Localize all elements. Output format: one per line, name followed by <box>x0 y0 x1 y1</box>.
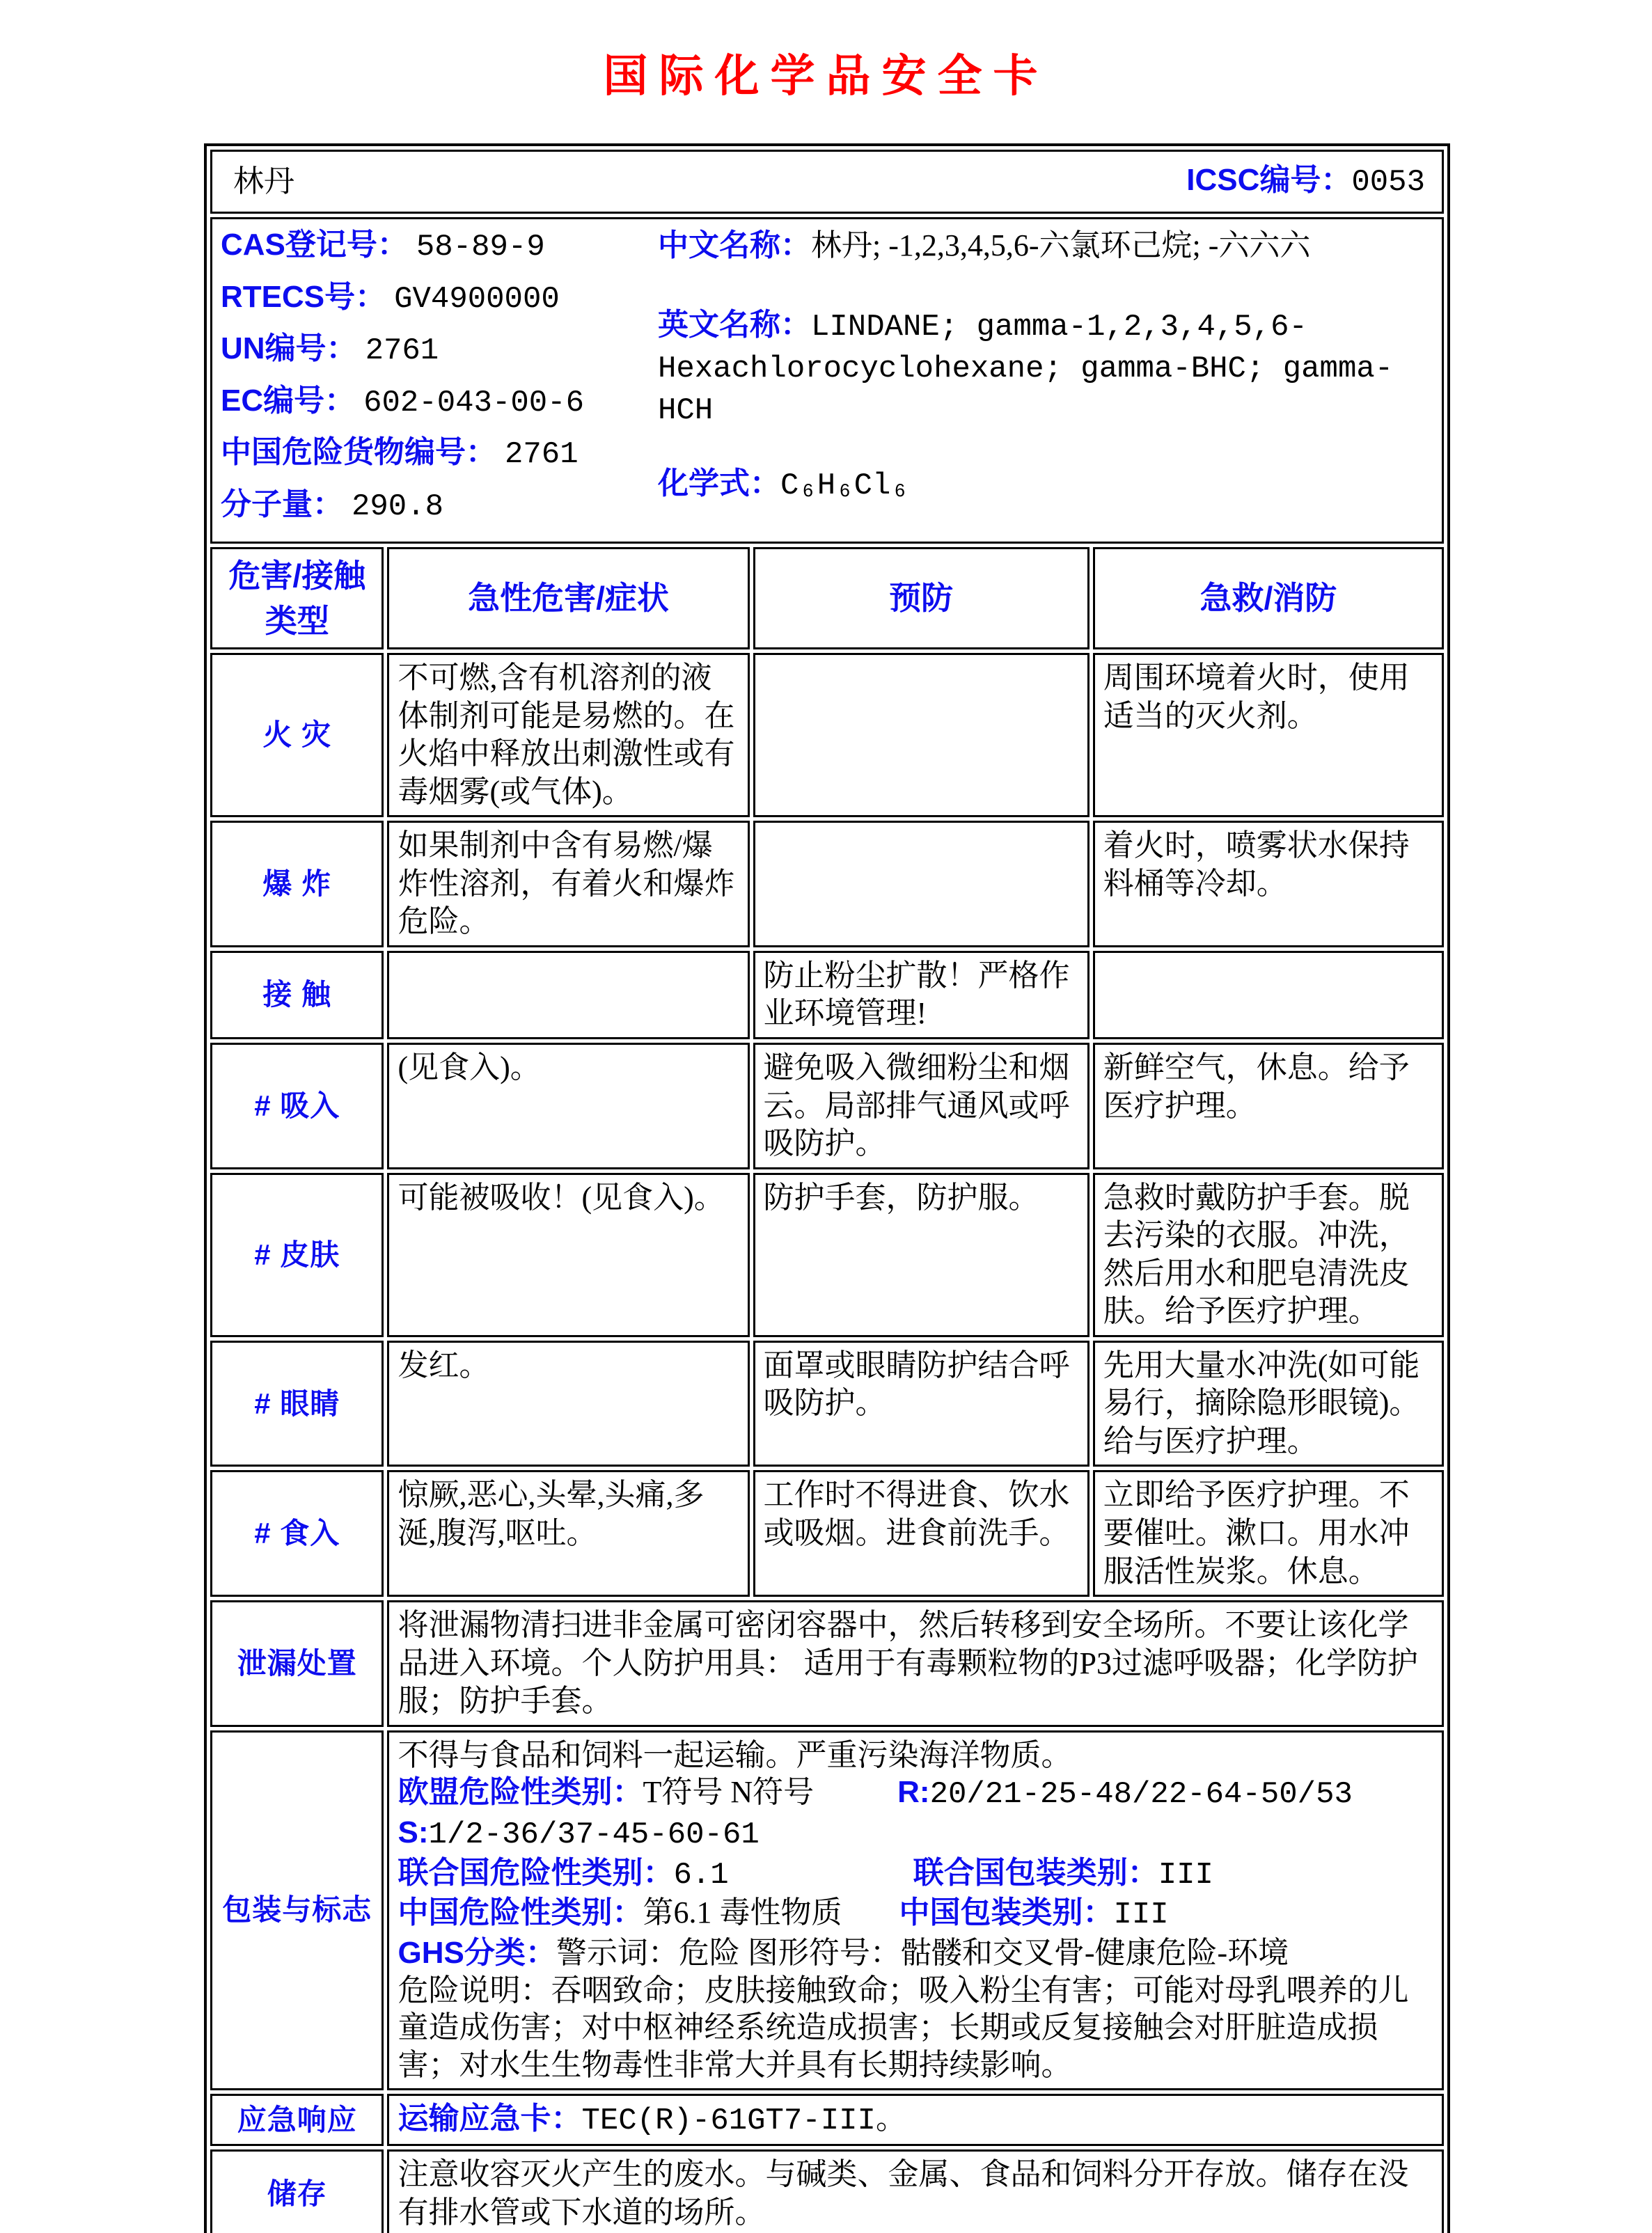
cn-pack-label: 中国包装类别： <box>899 1895 1114 1930</box>
icsc-card <box>204 143 1450 2233</box>
storage-label: 储存 <box>210 2149 384 2233</box>
row-label-skin: # 皮肤 <box>210 1173 384 1337</box>
icsc-number-value: 0053 <box>1351 165 1425 200</box>
identifier-label: EC编号： <box>221 383 356 418</box>
spill-text: 将泄漏物清扫进非金属可密闭容器中，然后转移到安全场所。不要让该化学品进入环境。个人防护用具： 适用于有毒颗粒物的P3过滤呼吸器；化学防护服；防护手套。 <box>387 1600 1444 1727</box>
cn-class-value: 第6.1 毒性物质 <box>643 1895 842 1930</box>
row-label-eyes: # 眼睛 <box>210 1341 384 1467</box>
storage-row <box>210 2149 1444 2233</box>
inhalation-firstaid-cell: 新鲜空气，休息。给予医疗护理。 <box>1093 1043 1444 1169</box>
spill-label: 泄漏处置 <box>210 1600 384 1727</box>
explosion-prevention-cell <box>753 821 1089 947</box>
packaging-label: 包装与标志 <box>210 1730 384 2090</box>
un-class-label: 联合国危险性类别： <box>398 1855 674 1890</box>
identifier-row <box>221 382 652 423</box>
un-pack-value: III <box>1158 1857 1213 1893</box>
cn-pack-value: III <box>1113 1897 1169 1933</box>
inhalation-symptoms-cell: (见食入)。 <box>387 1043 749 1169</box>
skin-symptoms-cell: 可能被吸收！(见食入)。 <box>387 1173 749 1337</box>
un-pack-label: 联合国包装类别： <box>913 1855 1158 1890</box>
hazard-row-ingestion <box>210 1470 1444 1597</box>
eu-hazard-value: T符号 N符号 <box>643 1775 815 1810</box>
ingestion-prevention-cell: 工作时不得进食、饮水或吸烟。进食前洗手。 <box>753 1470 1089 1597</box>
s-phrases-label: S: <box>398 1815 429 1850</box>
english-name-label: 英文名称： <box>658 307 811 342</box>
formula-line <box>658 464 1433 506</box>
inhalation-prevention-cell: 避免吸入微细粉尘和烟云。局部排气通风或呼吸防护。 <box>753 1043 1089 1169</box>
card-header-row <box>210 150 1444 214</box>
row-label-contact: 接 触 <box>210 951 384 1039</box>
emergency-content <box>387 2094 1444 2147</box>
identifier-row <box>221 330 652 370</box>
hazard-row-skin <box>210 1173 1444 1337</box>
identifier-value: 58-89-9 <box>416 230 545 265</box>
storage-text: 注意收容灭火产生的废水。与碱类、金属、食品和饲料分开存放。储存在没有排水管或下水道的场所。 <box>387 2149 1444 2233</box>
row-label-explosion: 爆 炸 <box>210 821 384 947</box>
hazard-row-explosion <box>210 821 1444 947</box>
fire-firstaid-cell: 周围环境着火时，使用适当的灭火剂。 <box>1093 653 1444 817</box>
identifiers-block <box>221 226 652 537</box>
chinese-name-label: 中文名称： <box>658 228 811 262</box>
ghs-hazard-statements: 危险说明：吞咽致命；皮肤接触致命；吸入粉尘有害；可能对母乳喂养的儿童造成伤害；对中枢神经系统造成损害；长期或反复接触会对肝脏造成损害；对水生生物毒性非常大并具有长期持续影响。 <box>398 1973 1409 2083</box>
formula-value: C₆H₆Cl₆ <box>780 468 909 503</box>
identifier-label: 分子量： <box>221 487 343 521</box>
chemical-name: 林丹 <box>233 164 294 198</box>
row-label-inhalation: # 吸入 <box>210 1043 384 1169</box>
transport-card-value: TEC(R)-61GT7-III。 <box>581 2103 906 2138</box>
english-name-line <box>658 306 1433 431</box>
identifier-label: 中国危险货物编号： <box>221 435 496 470</box>
contact-symptoms-cell <box>387 951 749 1039</box>
fire-prevention-cell <box>753 653 1089 817</box>
english-name-value: LINDANE; gamma-1,2,3,4,5,6-Hexachlorocyclohexane; gamma-BHC; gamma-HCH <box>658 309 1394 428</box>
eyes-symptoms-cell: 发红。 <box>387 1341 749 1467</box>
header-row <box>210 547 1444 649</box>
s-phrases-value: 1/2-36/37-45-60-61 <box>428 1817 760 1853</box>
cn-class-line <box>398 1894 1433 1934</box>
identifier-label: RTECS号： <box>221 279 386 314</box>
ghs-signal-pictogram: 警示词：危险 图形符号：骷髅和交叉骨-健康危险-环境 <box>556 1936 1289 1971</box>
identifier-value: 2761 <box>505 437 579 473</box>
explosion-firstaid-cell: 着火时，喷雾状水保持料桶等冷却。 <box>1093 821 1444 947</box>
eu-hazard-label: 欧盟危险性类别： <box>398 1775 643 1810</box>
emergency-label: 应急响应 <box>210 2094 384 2147</box>
contact-firstaid-cell <box>1093 951 1444 1039</box>
hazard-row-fire <box>210 653 1444 817</box>
identifier-row <box>221 226 652 267</box>
header-firstaid: 急救/消防 <box>1093 547 1444 649</box>
ingestion-symptoms-cell: 惊厥,恶心,头晕,头痛,多涎,腹泻,呕吐。 <box>387 1470 749 1597</box>
card-header-cell <box>210 150 1444 214</box>
page-title: 国际化学品安全卡 <box>603 51 1049 101</box>
un-class-line <box>398 1854 1433 1895</box>
identifier-row <box>221 486 652 526</box>
ghs-label: GHS分类： <box>398 1936 556 1971</box>
identifier-value: 290.8 <box>352 489 444 524</box>
ghs-line <box>398 1934 1433 1972</box>
packaging-row <box>210 1730 1444 2090</box>
r-phrases-label: R: <box>897 1775 930 1810</box>
header-hazard-type: 危害/接触类型 <box>210 547 384 649</box>
identifier-label: UN编号： <box>221 331 357 366</box>
row-label-ingestion: # 食入 <box>210 1470 384 1597</box>
eyes-firstaid-cell: 先用大量水冲洗(如可能易行，摘除隐形眼镜)。给与医疗护理。 <box>1093 1341 1444 1467</box>
identifier-value: 2761 <box>365 333 439 369</box>
skin-firstaid-cell: 急救时戴防护手套。脱去污染的衣服。冲洗，然后用水和肥皂清洗皮肤。给予医疗护理。 <box>1093 1173 1444 1337</box>
identity-row <box>210 217 1444 544</box>
cn-class-label: 中国危险性类别： <box>398 1895 643 1930</box>
emergency-row <box>210 2094 1444 2147</box>
contact-prevention-cell: 防止粉尘扩散！严格作业环境管理! <box>753 951 1089 1039</box>
icsc-number <box>1186 161 1425 202</box>
transport-card-label: 运输应急卡： <box>398 2101 582 2136</box>
icsc-number-label: ICSC编号： <box>1186 163 1352 198</box>
identifier-label: CAS登记号： <box>221 228 408 262</box>
formula-label: 化学式： <box>658 466 780 500</box>
hazard-row-contact <box>210 951 1444 1039</box>
chinese-name-line <box>658 226 1433 265</box>
eyes-prevention-cell: 面罩或眼睛防护结合呼吸防护。 <box>753 1341 1089 1467</box>
r-phrases-value: 20/21-25-48/22-64-50/53 <box>929 1777 1353 1813</box>
explosion-symptoms-cell: 如果制剂中含有易燃/爆炸性溶剂，有着火和爆炸危险。 <box>387 821 749 947</box>
identifier-value: 602-043-00-6 <box>363 385 584 420</box>
identity-cell <box>210 217 1444 544</box>
identifier-row <box>221 434 652 474</box>
un-class-value: 6.1 <box>673 1857 729 1893</box>
icsc-table <box>207 146 1447 2233</box>
transport-note: 不得与食品和饲料一起运输。严重污染海洋物质。 <box>398 1737 1072 1772</box>
spill-row <box>210 1600 1444 1727</box>
identifier-row <box>221 278 652 319</box>
fire-symptoms-cell: 不可燃,含有机溶剂的液体制剂可能是易燃的。在火焰中释放出刺激性或有毒烟雾(或气体)。 <box>387 653 749 817</box>
names-block <box>652 226 1433 537</box>
identifier-value: GV4900000 <box>394 281 560 317</box>
packaging-content <box>387 1730 1444 2090</box>
ingestion-firstaid-cell: 立即给予医疗护理。不要催吐。漱口。用水冲服活性炭浆。休息。 <box>1093 1470 1444 1597</box>
header-prevention: 预防 <box>753 547 1089 649</box>
hazard-row-inhalation <box>210 1043 1444 1169</box>
eu-hazard-line <box>398 1774 1433 1814</box>
s-phrases-line <box>398 1814 1433 1854</box>
hazard-row-eyes <box>210 1341 1444 1467</box>
chinese-name-value: 林丹; -1,2,3,4,5,6-六氯环己烷; -六六六 <box>811 228 1311 262</box>
row-label-fire: 火 灾 <box>210 653 384 817</box>
skin-prevention-cell: 防护手套，防护服。 <box>753 1173 1089 1337</box>
header-symptoms: 急性危害/症状 <box>387 547 749 649</box>
